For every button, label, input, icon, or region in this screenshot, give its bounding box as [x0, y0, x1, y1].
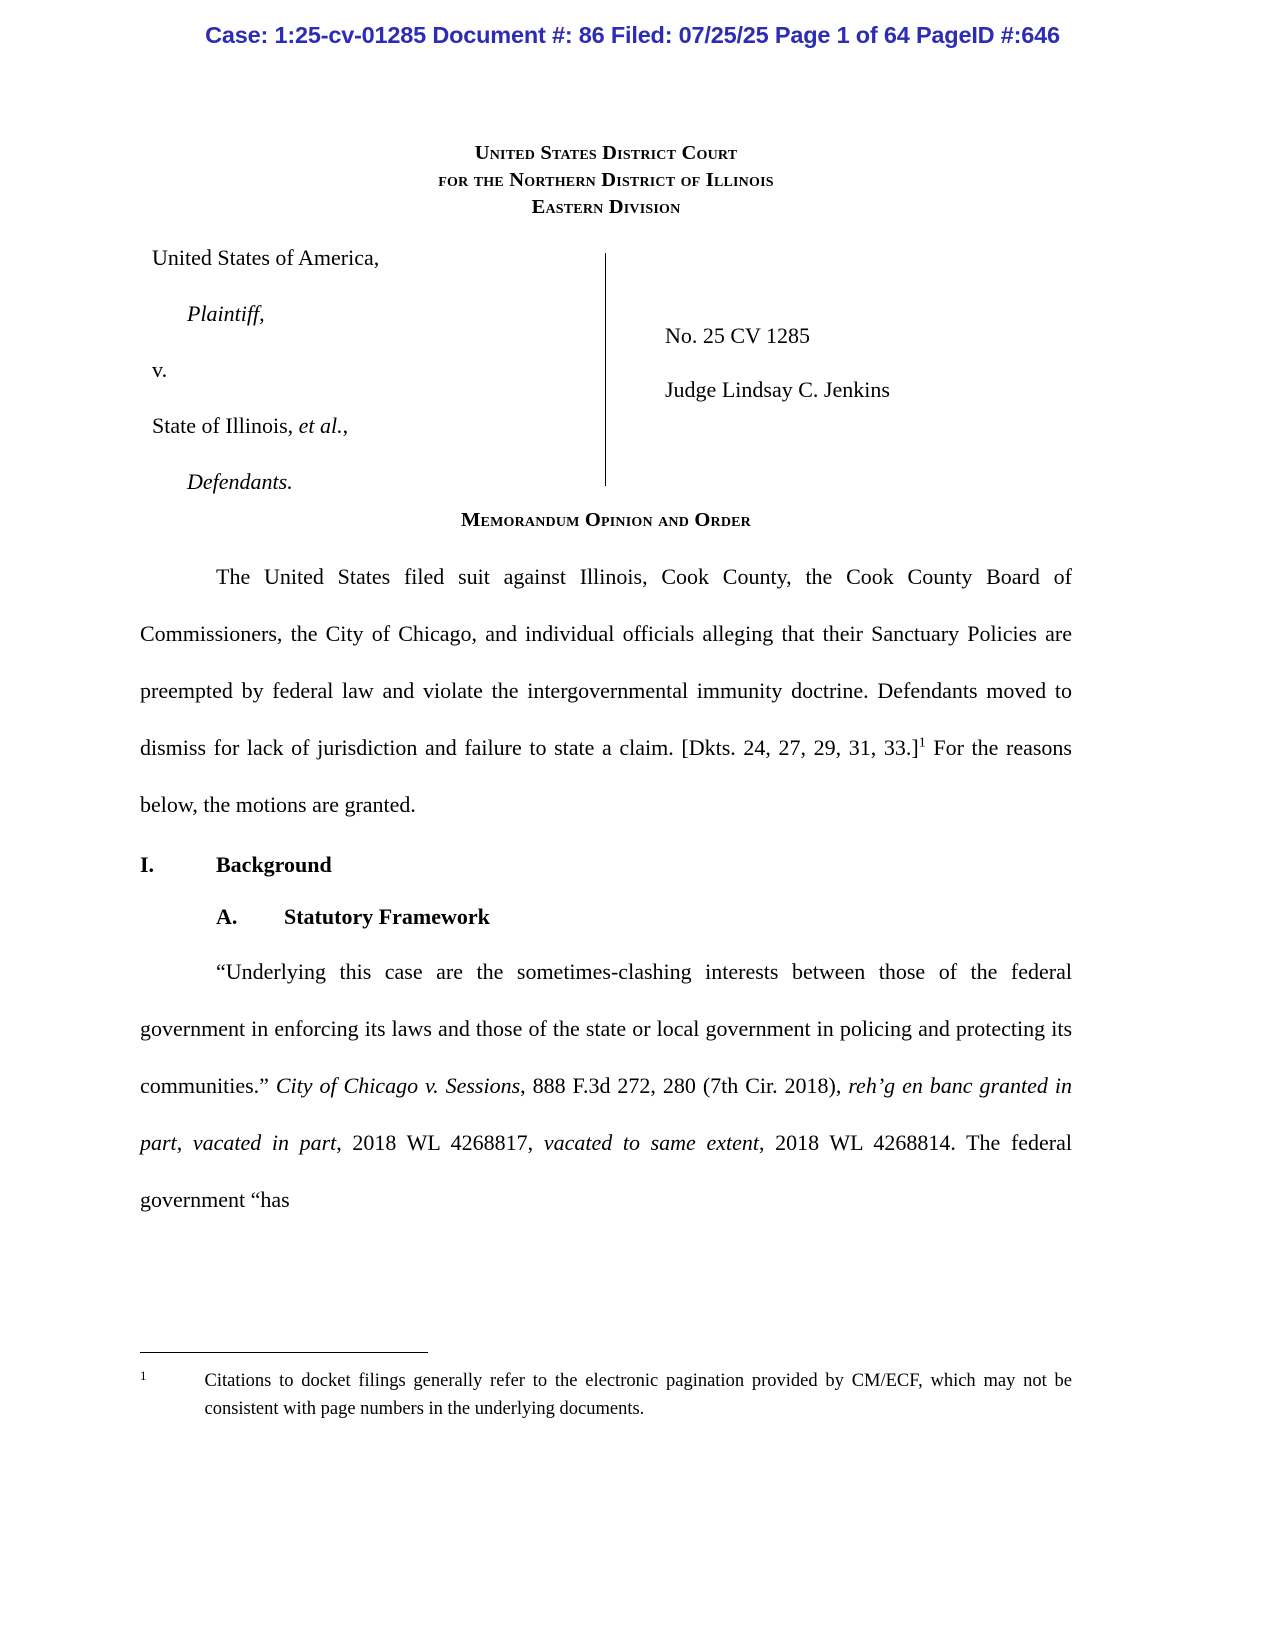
- footnote-separator-rule: [140, 1352, 428, 1353]
- footnote-1-marker: 1: [140, 1368, 147, 1383]
- footnote-section: [140, 1352, 1072, 1423]
- defendant-name-text: State of Illinois,: [152, 413, 299, 438]
- case-number: No. 25 CV 1285: [665, 323, 811, 348]
- footnote-1: [140, 1367, 1072, 1423]
- versus-label: v.: [152, 357, 168, 382]
- defendant-etal: et al.: [298, 413, 343, 438]
- section-heading-background: [140, 839, 1072, 891]
- citation-subsequent-history-1: reh’g en banc granted in part: [140, 1073, 1072, 1155]
- subsection-heading-statutory-framework: [216, 891, 1072, 943]
- paragraph-introduction: [140, 548, 1072, 833]
- citation-westlaw-1: , 2018 WL 4268817,: [336, 1130, 544, 1155]
- subsection-number-a: A.: [216, 904, 238, 929]
- court-name-line-3: Eastern Division: [531, 196, 681, 218]
- subsection-label-statutory-framework: Statutory Framework: [284, 904, 490, 929]
- citation-case-name: City of Chicago v. Sessions: [275, 1073, 521, 1098]
- defendant-name: [152, 413, 592, 439]
- footnote-reference-1[interactable]: 1: [918, 735, 926, 751]
- document-body: [140, 0, 1072, 1228]
- citation-subsequent-history-2: vacated in part: [192, 1130, 337, 1155]
- caption-case-info: [665, 323, 1065, 403]
- judge-name: Judge Lindsay C. Jenkins: [665, 377, 890, 402]
- document-title: Memorandum Opinion and Order: [461, 509, 751, 531]
- case-caption: [140, 245, 1072, 495]
- paragraph-statutory-quote: [140, 943, 1072, 1228]
- court-name-line-1: United States District Court: [474, 142, 738, 164]
- citation-subsequent-history-3: vacated to same extent: [543, 1130, 759, 1155]
- citation-westlaw-2: , 2018 WL 4268814. The federal government “has: [140, 1130, 1072, 1212]
- caption-parties: [152, 245, 592, 495]
- citation-separator-1: ,: [176, 1130, 193, 1155]
- quote-text-part-1: “Underlying this case are the sometimes-clashing interests between those of the federal government in enforcing its laws and those of the state or local government in policing and protecting its communities.”: [140, 959, 1072, 1098]
- defendant-name-comma: ,: [342, 413, 349, 438]
- section-number-i: I.: [140, 852, 155, 877]
- section-label-background: Background: [216, 852, 332, 877]
- defendant-role: Defendants.: [187, 469, 293, 494]
- paragraph-introduction-text: The United States filed suit against Illinois, Cook County, the Cook County Board of Commissioners, the City of Chicago, and individual officials alleging that their Sanctuary Policies are preempted by federal law and violate the intergovernmental immunity doctrine. Defendants moved to dismiss for lack of jurisdiction and failure to state a claim. [Dkts. 24, 27, 29, 31, 33.]: [140, 564, 1072, 760]
- court-heading: [140, 140, 1072, 221]
- ecf-stamp-header: Case: 1:25-cv-01285 Document #: 86 Filed: 07/25/25 Page 1 of 64 PageID #:646: [205, 22, 1060, 48]
- plaintiff-name: United States of America,: [152, 245, 380, 270]
- court-name-line-2: for the Northern District of Illinois: [438, 169, 774, 191]
- footnote-1-text: Citations to docket filings generally refer to the electronic pagination provided by CM/ECF, which may not be consistent with page numbers in the underlying documents.: [204, 1371, 1072, 1419]
- plaintiff-role: Plaintiff,: [187, 301, 265, 326]
- caption-divider-rule: [605, 253, 606, 486]
- citation-reporter: , 888 F.3d 272, 280 (7th Cir. 2018),: [520, 1073, 849, 1098]
- paragraph-introduction-continued: For the reasons below, the motions are granted.: [140, 735, 1072, 817]
